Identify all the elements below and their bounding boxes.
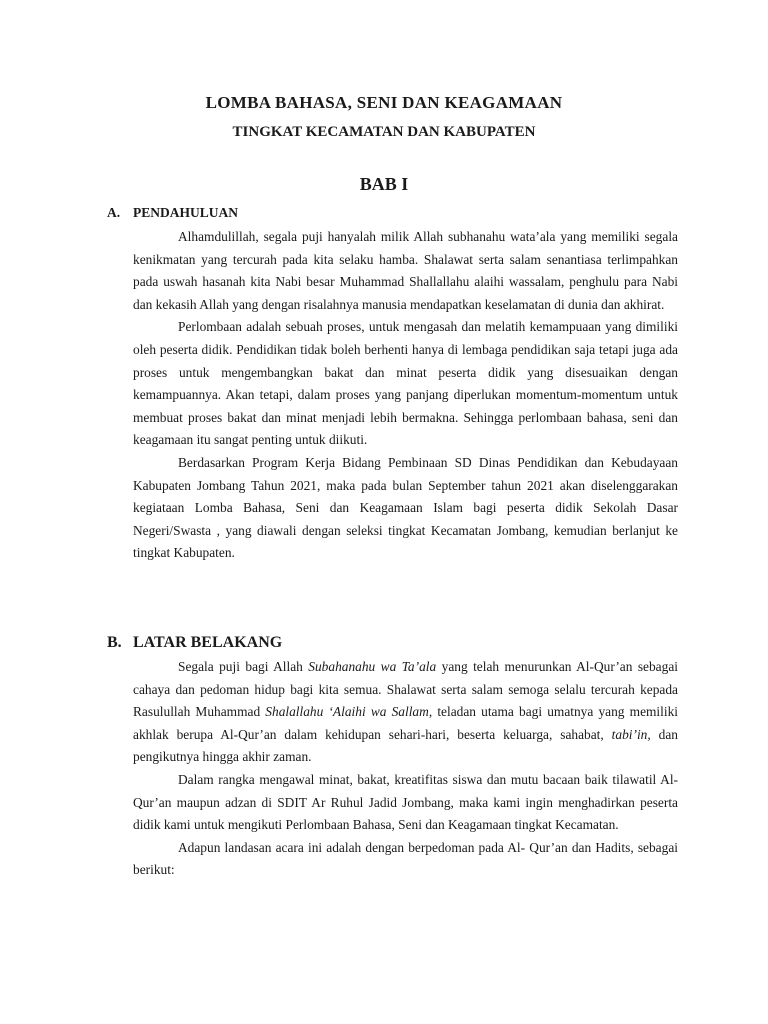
text-run: , teladan utama bagi umatnya yang memiliki akhlak berupa Al-Qur’an dalam kehidupan sehari-hari, beserta keluarga, sahabat,: [133, 704, 679, 742]
document-subtitle: TINGKAT KECAMATAN DAN KABUPATEN: [232, 124, 536, 140]
section-a-paragraph-3: Berdasarkan Program Kerja Bidang Pembinaan SD Dinas Pendidikan dan Kebudayaan Kabupaten Jombang Tahun 2021, maka pada bulan September tahun 2021 akan diselenggarakan kegiataan Lomba Bahasa, Seni dan Keagamaan Islam bagi peserta didik Sekolah Dasar Negeri/Swasta , yang diawali dengan seleksi tingkat Kecamatan Jombang, kemudian berlanjut ke tingkat Kabupaten.: [133, 454, 678, 561]
text-run: yang telah menurunkan Al-Qur’an sebagai cahaya dan pedoman hidup bagi kita semua. Shalawat serta salam semoga selalu tercurah kepada Rasulullah Muhammad: [133, 659, 678, 720]
italic-run: tabi’in,: [611, 726, 651, 742]
section-a-body: [133, 226, 678, 565]
chapter-heading: BAB I: [359, 174, 409, 194]
section-b-paragraph-1: [133, 656, 678, 769]
text-run: dan pengikutnya hingga akhir zaman.: [133, 726, 678, 765]
section-b-paragraph-3: Adapun landasan acara ini adalah dengan berpedoman pada Al- Qur’an dan Hadits, sebagai berikut:: [133, 839, 678, 878]
section-a-title: PENDAHULUAN: [133, 205, 239, 220]
section-a-paragraph-1: Alhamdulillah, segala puji hanyalah milik Allah subhanahu wata’ala yang memiliki segala kenikmatan yang tercurah pada kita selaku hamba. Shalawat serta salam senantiasa terlimpahkan pada uswah hasanah kita Nabi besar Muhammad Shallallahu alaihi wassalam, penghulu para Nabi dan kekasih Allah yang dengan risalahnya manusia mendapatkan keselamatan di dunia dan akhirat.: [133, 229, 678, 312]
section-a-paragraph-2: Perlombaan adalah sebuah proses, untuk mengasah dan melatih kemampuaan yang dimiliki oleh peserta didik. Pendidikan tidak boleh berhenti hanya di lembaga pendidikan saja tetapi juga ada proses untuk mengembangkan bakat dan minat peserta didik yang disesuaikan dengan kemampuannya. Akan tetapi, dalam proses yang panjang diperlukan momentum-momentum untuk membuat proses bakat dan minat menjadi lebih bermakna. Sehingga perlombaan bahasa, seni dan keagamaan itu sangat penting untuk diikuti.: [133, 319, 678, 448]
section-a-letter: A.: [107, 205, 121, 220]
section-b-title: LATAR BELAKANG: [133, 634, 283, 651]
text-run: Segala puji bagi Allah: [178, 659, 309, 674]
italic-run: Shalallahu ‘Alaihi wa Sallam: [265, 704, 429, 720]
section-b-paragraph-2: Dalam rangka mengawal minat, bakat, kreatifitas siswa dan mutu bacaan baik tilawatil Al- Qur’an maupun adzan di SDIT Ar Ruhul Jadid Jombang, maka kami ingin menghadirkan peserta didik kami untuk mengikuti Perlombaan Bahasa, Seni dan Keagamaan tingkat Kecamatan.: [133, 771, 678, 833]
section-b-heading: [107, 634, 282, 652]
document-title: LOMBA BAHASA, SENI DAN KEAGAMAAN: [205, 93, 563, 112]
italic-run: Subahanahu wa Ta’ala: [308, 659, 437, 674]
section-b-body: [133, 656, 678, 882]
section-a-heading: [107, 205, 238, 221]
section-b-letter: B.: [107, 634, 122, 651]
